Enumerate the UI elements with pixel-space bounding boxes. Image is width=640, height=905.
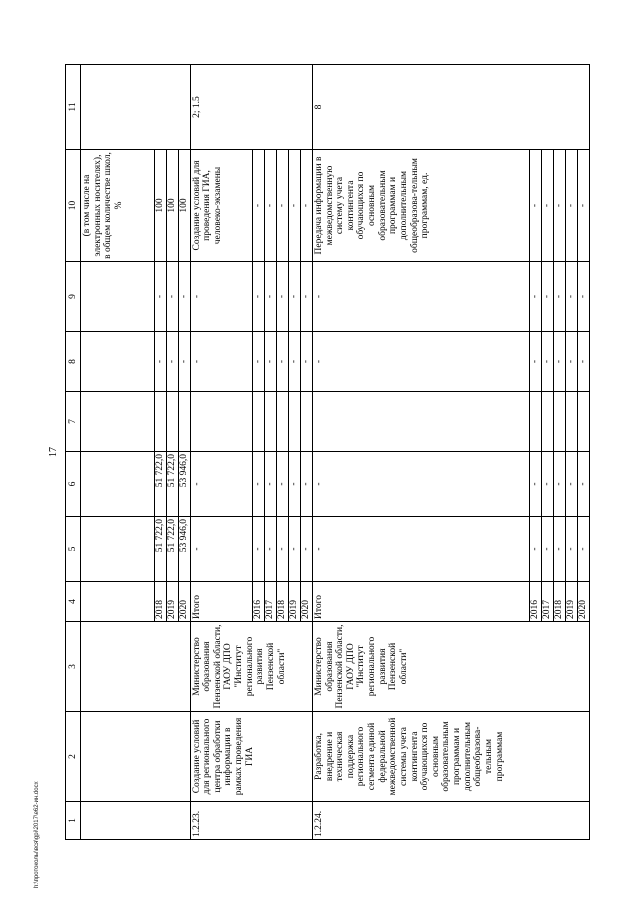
amount-cell: - — [288, 262, 300, 332]
continued-row — [81, 65, 155, 840]
amount-cell: - — [312, 262, 529, 332]
amount-cell: - — [264, 332, 276, 392]
amount-cell: - — [300, 332, 312, 392]
empty-cell — [81, 332, 155, 392]
amount-cell — [554, 392, 566, 452]
total-label: Итого — [190, 582, 252, 622]
year-cell: 2019 — [166, 582, 178, 622]
amount-cell: 53 946,0 — [178, 517, 190, 582]
year-cell: 2020 — [300, 582, 312, 622]
indicator-value: - — [276, 150, 288, 262]
indicator-value: - — [288, 150, 300, 262]
year-cell: 2018 — [554, 582, 566, 622]
amount-cell: - — [312, 452, 529, 517]
related-indicator: 8 — [312, 65, 589, 150]
column-number-header: 6 — [66, 452, 81, 517]
indicator-value: - — [566, 150, 578, 262]
amount-cell: - — [288, 332, 300, 392]
amount-cell: - — [154, 262, 166, 332]
year-cell: 2020 — [578, 582, 590, 622]
indicator-text: Передача информации в межведомственную систему учета контингента обучающихся по основным образовательным программам и дополнительным общеобразова-тельным программам, ед. — [312, 150, 529, 262]
amount-cell — [578, 392, 590, 452]
year-cell: 2017 — [264, 582, 276, 622]
program-table — [65, 64, 590, 840]
amount-cell — [154, 392, 166, 452]
indicator-value: - — [264, 150, 276, 262]
indicator-text: Создание условий для проведения ГИА, человеко-экзамены — [190, 150, 252, 262]
amount-cell: - — [300, 262, 312, 332]
amount-cell: - — [264, 517, 276, 582]
amount-cell: - — [264, 452, 276, 517]
amount-cell: - — [542, 517, 554, 582]
amount-cell: - — [190, 452, 252, 517]
amount-cell: - — [166, 262, 178, 332]
amount-cell: - — [566, 517, 578, 582]
amount-cell: - — [300, 452, 312, 517]
item-number: 1.2.24. — [312, 802, 589, 840]
table-body — [66, 65, 590, 840]
column-number-header: 5 — [66, 517, 81, 582]
amount-cell: - — [154, 332, 166, 392]
empty-cell — [81, 517, 155, 582]
column-number-header: 11 — [66, 65, 81, 150]
empty-cell — [81, 392, 155, 452]
indicator-value: 100 — [154, 150, 166, 262]
amount-cell: 53 946,0 — [178, 452, 190, 517]
indicator-value: - — [578, 150, 590, 262]
empty-cell — [81, 622, 191, 712]
year-cell: 2017 — [542, 582, 554, 622]
amount-cell: - — [288, 517, 300, 582]
amount-cell: - — [190, 332, 252, 392]
column-number-header: 7 — [66, 392, 81, 452]
amount-cell — [264, 392, 276, 452]
amount-cell: - — [542, 452, 554, 517]
amount-cell — [542, 392, 554, 452]
amount-cell: - — [578, 332, 590, 392]
year-cell: 2020 — [178, 582, 190, 622]
amount-cell: - — [542, 332, 554, 392]
indicator-value: 100 — [178, 150, 190, 262]
empty-cell — [81, 65, 191, 150]
amount-cell: - — [554, 332, 566, 392]
indicator-value: - — [252, 150, 264, 262]
amount-cell: 51 722,0 — [166, 452, 178, 517]
item-name: Создание условий для регионального центра обработки информации в рамках проведения ГИА — [190, 712, 312, 802]
column-number-header: 10 — [66, 150, 81, 262]
amount-cell: - — [312, 517, 529, 582]
amount-cell — [566, 392, 578, 452]
indicator-text: (в том числе на электронных носителях), в общем количестве школ, % — [81, 150, 155, 262]
amount-cell — [190, 392, 252, 452]
amount-cell — [252, 392, 264, 452]
amount-cell: - — [288, 452, 300, 517]
amount-cell: - — [530, 262, 542, 332]
indicator-value: - — [300, 150, 312, 262]
empty-cell — [81, 582, 155, 622]
amount-cell: - — [252, 332, 264, 392]
indicator-value: - — [542, 150, 554, 262]
indicator-value: 100 — [166, 150, 178, 262]
amount-cell: - — [566, 332, 578, 392]
amount-cell: - — [530, 332, 542, 392]
amount-cell: - — [276, 262, 288, 332]
amount-cell: - — [190, 262, 252, 332]
amount-cell — [166, 392, 178, 452]
amount-cell: - — [252, 452, 264, 517]
item-executor: Министерство образования Пензенской области, ГАОУ ДПО "Институт регионального развития Пензенской области" — [312, 622, 589, 712]
amount-cell: - — [190, 517, 252, 582]
column-number-header: 9 — [66, 262, 81, 332]
amount-cell: 51 722,0 — [154, 517, 166, 582]
amount-cell: - — [276, 517, 288, 582]
amount-cell: 51 722,0 — [166, 517, 178, 582]
amount-cell — [530, 392, 542, 452]
rotated-page — [65, 65, 590, 840]
amount-cell: - — [276, 452, 288, 517]
amount-cell: - — [166, 332, 178, 392]
amount-cell: - — [566, 452, 578, 517]
column-number-header: 4 — [66, 582, 81, 622]
amount-cell: - — [252, 262, 264, 332]
amount-cell — [300, 392, 312, 452]
item-1224-total-row — [312, 65, 529, 840]
column-number-header: 3 — [66, 622, 81, 712]
amount-cell: - — [578, 452, 590, 517]
year-cell: 2016 — [252, 582, 264, 622]
amount-cell: - — [566, 262, 578, 332]
empty-cell — [81, 452, 155, 517]
amount-cell: - — [554, 517, 566, 582]
column-number-header: 8 — [66, 332, 81, 392]
amount-cell: - — [178, 332, 190, 392]
year-cell: 2019 — [288, 582, 300, 622]
empty-cell — [81, 712, 191, 802]
amount-cell: - — [530, 517, 542, 582]
column-number-header: 1 — [66, 802, 81, 840]
year-cell: 2016 — [530, 582, 542, 622]
amount-cell — [312, 392, 529, 452]
amount-cell: - — [276, 332, 288, 392]
indicator-value: - — [530, 150, 542, 262]
year-cell: 2018 — [276, 582, 288, 622]
amount-cell: - — [554, 262, 566, 332]
item-number: 1.2.23. — [190, 802, 312, 840]
related-indicator: 2; 1.5 — [190, 65, 312, 150]
column-number-header: 2 — [66, 712, 81, 802]
amount-cell: - — [252, 517, 264, 582]
amount-cell: - — [554, 452, 566, 517]
page-number: 17 — [48, 447, 59, 457]
amount-cell: - — [542, 262, 554, 332]
empty-cell — [81, 802, 191, 840]
amount-cell: - — [312, 332, 529, 392]
amount-cell: - — [530, 452, 542, 517]
amount-cell: - — [300, 517, 312, 582]
amount-cell: - — [178, 262, 190, 332]
amount-cell — [276, 392, 288, 452]
year-cell: 2018 — [154, 582, 166, 622]
footer-file-path: h:\протоколы\вся\gpi\2017\e62-ин.docx — [34, 781, 40, 888]
year-cell: 2019 — [566, 582, 578, 622]
item-executor: Министерство образования Пензенской области, ГАОУ ДПО "Институт регионального развития Пензенской области" — [190, 622, 312, 712]
amount-cell: - — [578, 262, 590, 332]
item-1223-total-row — [190, 65, 252, 840]
amount-cell: - — [578, 517, 590, 582]
amount-cell — [288, 392, 300, 452]
header-row — [66, 65, 81, 840]
empty-cell — [81, 262, 155, 332]
item-name: Разработка, внедрение и техническая поддержка регионального сегмента единой федеральной межведомственной системы учета контингента обучающихся по основным образовательным программам и дополнительным общеобразова-тельным программам — [312, 712, 589, 802]
indicator-value: - — [554, 150, 566, 262]
amount-cell — [178, 392, 190, 452]
total-label: Итого — [312, 582, 529, 622]
amount-cell: 51 722,0 — [154, 452, 166, 517]
amount-cell: - — [264, 262, 276, 332]
